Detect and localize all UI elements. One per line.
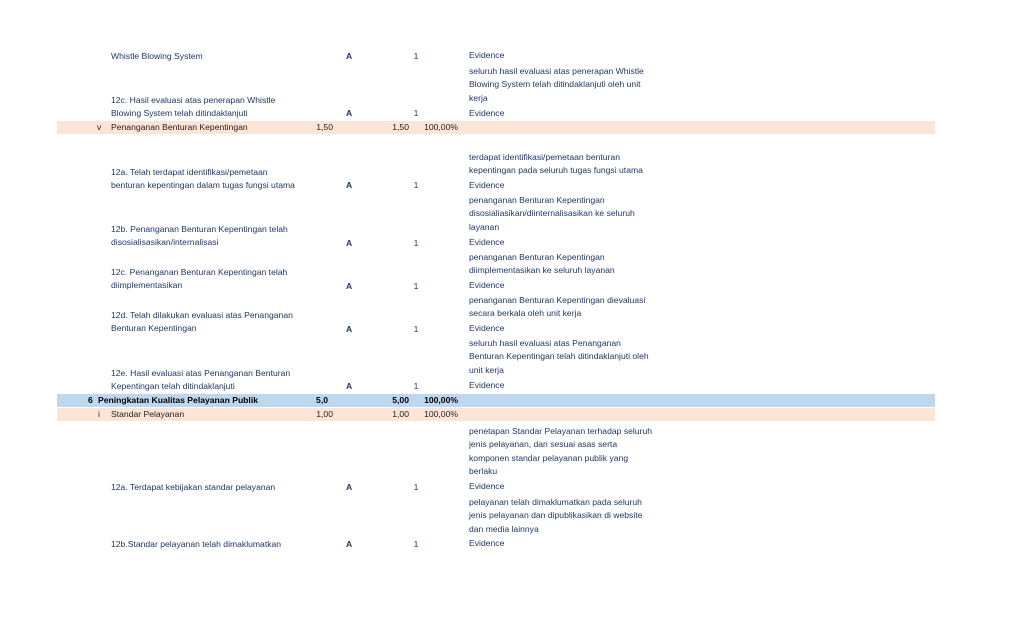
subsection-band xyxy=(57,408,935,421)
row-evidence[interactable]: Evidence xyxy=(469,50,505,60)
row-score[interactable]: 1 xyxy=(413,281,419,291)
row-grade[interactable]: A xyxy=(346,482,353,492)
row-note[interactable]: pelayanan telah dimaklumatkan pada seluruh jenis pelayanan dan dipublikasikan di website dan media lainnya xyxy=(469,497,643,534)
row-score[interactable]: 1 xyxy=(413,180,419,190)
row-note[interactable]: penetapan Standar Pelayanan terhadap seluruh jenis pelayanan, dan sesuai asas serta komponen standar pelayanan publik yang berlaku xyxy=(469,426,652,477)
section-value[interactable]: 5,00 xyxy=(392,395,409,405)
row-grade[interactable]: A xyxy=(346,51,353,61)
section-percent[interactable]: 100,00% xyxy=(424,395,458,405)
row-evidence[interactable]: Evidence xyxy=(469,180,505,190)
row-evidence[interactable]: Evidence xyxy=(469,108,505,118)
row-label[interactable]: Whistle Blowing System xyxy=(111,51,203,61)
subsection-weight[interactable]: 1,00 xyxy=(316,409,333,419)
row-label[interactable]: 12a. Telah terdapat identifikasi/pemetaan benturan kepentingan dalam tugas fungsi utama xyxy=(111,167,295,191)
row-note[interactable]: terdapat identifikasi/pemetaan benturan kepentingan pada seluruh tugas fungsi utama xyxy=(469,152,643,176)
row-score[interactable]: 1 xyxy=(413,381,419,391)
row-score[interactable]: 1 xyxy=(413,482,419,492)
row-grade[interactable]: A xyxy=(346,180,353,190)
row-grade[interactable]: A xyxy=(346,381,353,391)
row-label[interactable]: 12c. Hasil evaluasi atas penerapan Whistle Blowing System telah ditindaklanjuti xyxy=(111,95,276,119)
row-note[interactable]: penanganan Benturan Kepentingan disosialiasikan/diinternalisasikan ke seluruh layanan xyxy=(469,195,635,232)
section-index: 6 xyxy=(88,395,93,405)
subsection-title[interactable]: Standar Pelayanan xyxy=(111,409,185,419)
subsection-percent[interactable]: 100,00% xyxy=(424,409,458,419)
row-label[interactable]: 12c. Penanganan Benturan Kepentingan telah diimplementasikan xyxy=(111,267,288,291)
row-evidence[interactable]: Evidence xyxy=(469,380,505,390)
row-note[interactable]: seluruh hasil evaluasi atas penerapan Whistle Blowing System telah ditindaklanjuti oleh unit kerja xyxy=(469,66,644,103)
row-label[interactable]: 12e. Hasil evaluasi atas Penanganan Benturan Kepentingan telah ditindaklanjuti xyxy=(111,368,291,392)
row-note[interactable]: penanganan Benturan Kepentingan dievaluasi secara berkala oleh unit kerja xyxy=(469,295,646,319)
row-score[interactable]: 1 xyxy=(413,108,419,118)
row-evidence[interactable]: Evidence xyxy=(469,237,505,247)
row-grade[interactable]: A xyxy=(346,324,353,334)
row-label[interactable]: 12d. Telah dilakukan evaluasi atas Penanganan Benturan Kepentingan xyxy=(111,310,293,334)
row-score[interactable]: 1 xyxy=(413,51,419,61)
row-grade[interactable]: A xyxy=(346,238,353,248)
row-grade[interactable]: A xyxy=(346,539,353,549)
subsection-index: i xyxy=(98,409,100,419)
row-label[interactable]: 12b. Penanganan Benturan Kepentingan telah disosialisasikan/internalisasi xyxy=(111,224,288,248)
row-evidence[interactable]: Evidence xyxy=(469,323,505,333)
row-label[interactable]: 12b.Standar pelayanan telah dimaklumatkan xyxy=(111,539,282,549)
row-grade[interactable]: A xyxy=(346,281,353,291)
subsection-index: v xyxy=(97,122,102,132)
row-label[interactable]: 12a. Terdapat kebijakan standar pelayanan xyxy=(111,482,276,492)
subsection-value[interactable]: 1,50 xyxy=(392,122,409,132)
subsection-value[interactable]: 1,00 xyxy=(392,409,409,419)
row-evidence[interactable]: Evidence xyxy=(469,481,505,491)
row-evidence[interactable]: Evidence xyxy=(469,538,505,548)
subsection-percent[interactable]: 100,00% xyxy=(424,122,458,132)
section-weight[interactable]: 5,0 xyxy=(316,395,328,405)
subsection-weight[interactable]: 1,50 xyxy=(316,122,333,132)
row-note[interactable]: seluruh hasil evaluasi atas Penanganan Benturan Kepentingan telah ditindaklanjuti oleh unit kerja xyxy=(469,338,649,375)
row-evidence[interactable]: Evidence xyxy=(469,280,505,290)
row-score[interactable]: 1 xyxy=(413,324,419,334)
section-title[interactable]: Peningkatan Kualitas Pelayanan Publik xyxy=(98,395,258,405)
row-note[interactable]: penanganan Benturan Kepentingan diimplementasikan ke seluruh layanan xyxy=(469,252,615,276)
row-score[interactable]: 1 xyxy=(413,539,419,549)
subsection-title[interactable]: Penanganan Benturan Kepentingan xyxy=(111,122,248,132)
row-score[interactable]: 1 xyxy=(413,238,419,248)
row-grade[interactable]: A xyxy=(346,108,353,118)
